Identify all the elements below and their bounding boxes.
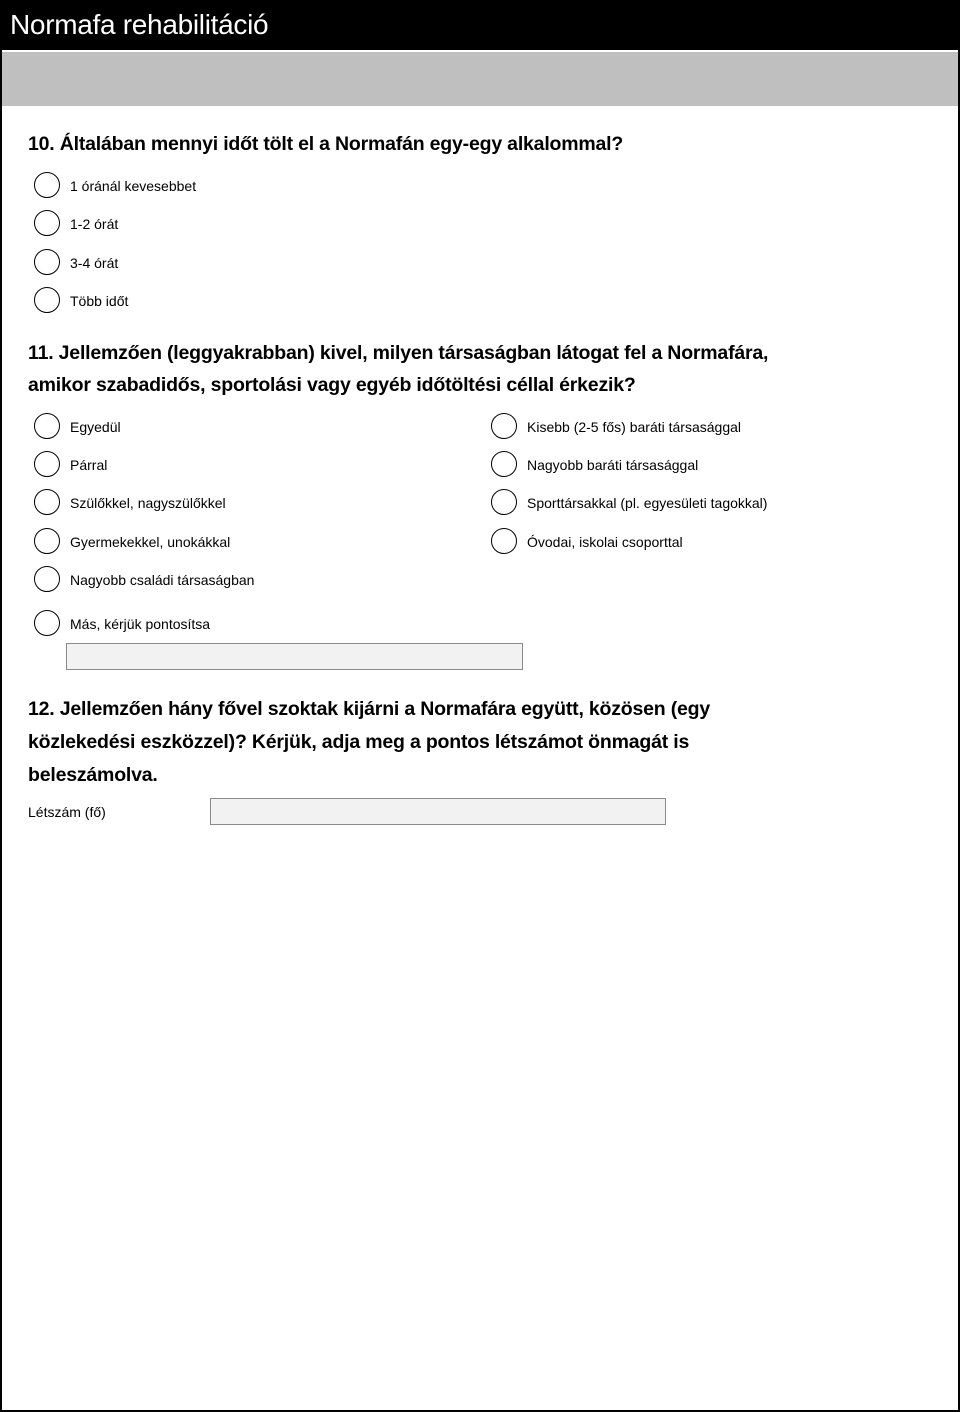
radio-button[interactable]	[34, 566, 60, 592]
question-12-line-2: közlekedési eszközzel)? Kérjük, adja meg a pontos létszámot önmagát is	[28, 731, 690, 753]
option-label: 3-4 órát	[70, 255, 119, 271]
option-label: Több időt	[70, 293, 129, 309]
option-label: Kisebb (2-5 fős) baráti társasággal	[527, 419, 741, 435]
radio-button[interactable]	[34, 172, 60, 198]
question-11-line-2: amikor szabadidős, sportolási vagy egyéb időtöltési céllal érkezik?	[28, 374, 636, 396]
question-11-line-1: 11. Jellemzően (leggyakrabban) kivel, milyen társaságban látogat fel a Normafára,	[28, 342, 769, 364]
headcount-label: Létszám (fő)	[28, 804, 106, 820]
option-label: Gyermekekkel, unokákkal	[70, 534, 231, 550]
option-label: Sporttársakkal (pl. egyesületi tagokkal)	[527, 495, 768, 511]
option-label: Szülőkkel, nagyszülőkkel	[70, 495, 226, 511]
headcount-input[interactable]	[210, 798, 666, 825]
option-label: Óvodai, iskolai csoporttal	[527, 534, 683, 550]
radio-button[interactable]	[34, 489, 60, 515]
option-label: Nagyobb családi társaságban	[70, 572, 255, 588]
radio-button[interactable]	[34, 249, 60, 275]
option-label: 1 óránál kevesebbet	[70, 178, 197, 194]
radio-button[interactable]	[34, 610, 60, 636]
option-label: Nagyobb baráti társasággal	[527, 457, 699, 473]
radio-button[interactable]	[34, 413, 60, 439]
option-label: 1-2 órát	[70, 216, 119, 232]
radio-button[interactable]	[34, 528, 60, 554]
radio-button[interactable]	[34, 451, 60, 477]
question-12-line-3: beleszámolva.	[28, 764, 158, 786]
question-12-line-1: 12. Jellemzően hány fővel szoktak kijárni a Normafára együtt, közösen (egy	[28, 698, 711, 720]
radio-button[interactable]	[491, 451, 517, 477]
option-label: Egyedül	[70, 419, 121, 435]
radio-button[interactable]	[34, 287, 60, 313]
radio-button[interactable]	[34, 210, 60, 236]
question-10-text: 10. Általában mennyi időt tölt el a Normafán egy-egy alkalommal?	[28, 133, 624, 155]
radio-button[interactable]	[491, 528, 517, 554]
title-bar	[2, 2, 958, 52]
header-band	[2, 52, 958, 106]
option-label: Párral	[70, 457, 108, 473]
radio-button[interactable]	[491, 489, 517, 515]
q11-other-text-input[interactable]	[66, 643, 523, 670]
radio-button[interactable]	[491, 413, 517, 439]
page-title: Normafa rehabilitáció	[10, 9, 269, 40]
option-label: Más, kérjük pontosítsa	[70, 616, 211, 632]
